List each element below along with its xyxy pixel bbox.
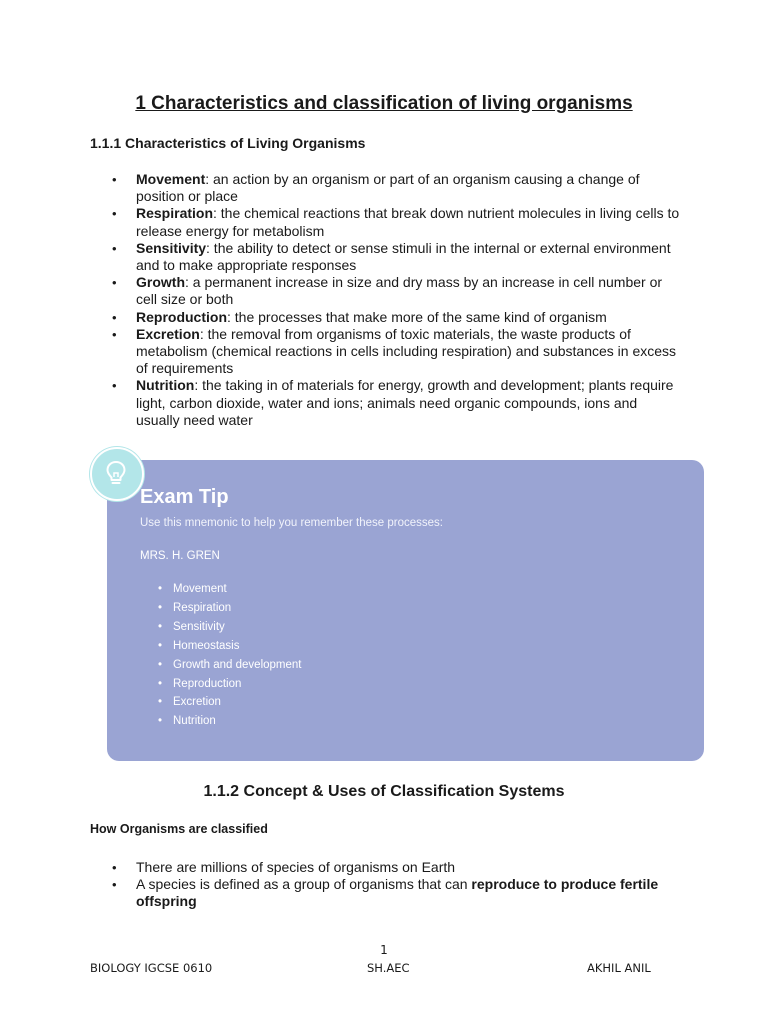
classification-list xyxy=(112,859,682,911)
term: Growth xyxy=(136,274,185,291)
term: Sensitivity xyxy=(136,239,207,256)
list-item-respiration xyxy=(112,205,682,239)
list-item: • Sensitivity xyxy=(158,618,302,637)
exam-tip-intro: Use this mnemonic to help you remember these processes: xyxy=(140,517,443,529)
list-item-sensitivity xyxy=(112,240,682,274)
list-item: • Respiration xyxy=(158,599,302,618)
exam-tip-mnemonic: MRS. H. GREN xyxy=(140,550,220,562)
page-number: 1 xyxy=(380,943,388,957)
list-item-reproduction xyxy=(112,309,682,326)
definition: : the ability to detect or sense stimuli in the internal or external environment and to make appropriate responses xyxy=(136,239,671,274)
footer-school: SH.AEC xyxy=(367,961,410,975)
term: Reproduction xyxy=(136,308,227,325)
item-text: A species is defined as a group of organisms that can xyxy=(136,876,472,893)
term: Excretion xyxy=(136,325,200,342)
list-item-nutrition xyxy=(112,377,682,429)
definition: : an action by an organism or part of an organism causing a change of position or place xyxy=(136,171,640,205)
list-item-growth xyxy=(112,274,682,308)
section-heading-classification: 1.1.2 Concept & Uses of Classification Systems xyxy=(203,783,565,800)
sub-heading-how-classified: How Organisms are classified xyxy=(90,822,268,836)
term: Respiration xyxy=(136,205,214,222)
list-item: • Movement xyxy=(158,580,302,599)
list-item: • Nutrition xyxy=(158,712,302,731)
characteristics-list xyxy=(112,171,682,429)
definition: : the taking in of materials for energy, growth and development; plants require light, carbon dioxide, water and ions; animals need organic compounds, ions and usually need water xyxy=(136,377,674,428)
list-item xyxy=(112,859,682,876)
exam-tip-list xyxy=(158,580,302,731)
list-item: • Reproduction xyxy=(158,675,302,694)
footer-subject: BIOLOGY IGCSE 0610 xyxy=(90,961,213,975)
item-emphasis: reproduce to produce fertile offspring xyxy=(136,876,659,910)
item-text: There are millions of species of organisms on Earth xyxy=(136,859,456,875)
list-item: • Growth and development xyxy=(158,656,302,675)
definition: : the chemical reactions that break down nutrient molecules in living cells to release energy for metabolism xyxy=(136,205,680,239)
list-item-excretion xyxy=(112,326,682,378)
list-item xyxy=(112,876,682,910)
term: Movement xyxy=(136,171,206,187)
definition: : the processes that make more of the same kind of organism xyxy=(227,308,607,325)
exam-tip-title: Exam Tip xyxy=(140,486,229,508)
term: Nutrition xyxy=(136,377,195,394)
lightbulb-icon xyxy=(90,447,144,501)
list-item: • Homeostasis xyxy=(158,637,302,656)
list-item: • Excretion xyxy=(158,693,302,712)
definition: : a permanent increase in size and dry mass by an increase in cell number or cell size or both xyxy=(136,274,663,308)
list-item-movement xyxy=(112,171,682,205)
page-title: 1 Characteristics and classification of living organisms xyxy=(135,93,633,114)
definition: : the removal from organisms of toxic materials, the waste products of metabolism (chemical reactions in cells including respiration) and substances in excess of requirements xyxy=(136,325,677,377)
section-heading-characteristics: 1.1.1 Characteristics of Living Organisms xyxy=(90,135,366,151)
footer-author: AKHIL ANIL xyxy=(587,961,651,975)
